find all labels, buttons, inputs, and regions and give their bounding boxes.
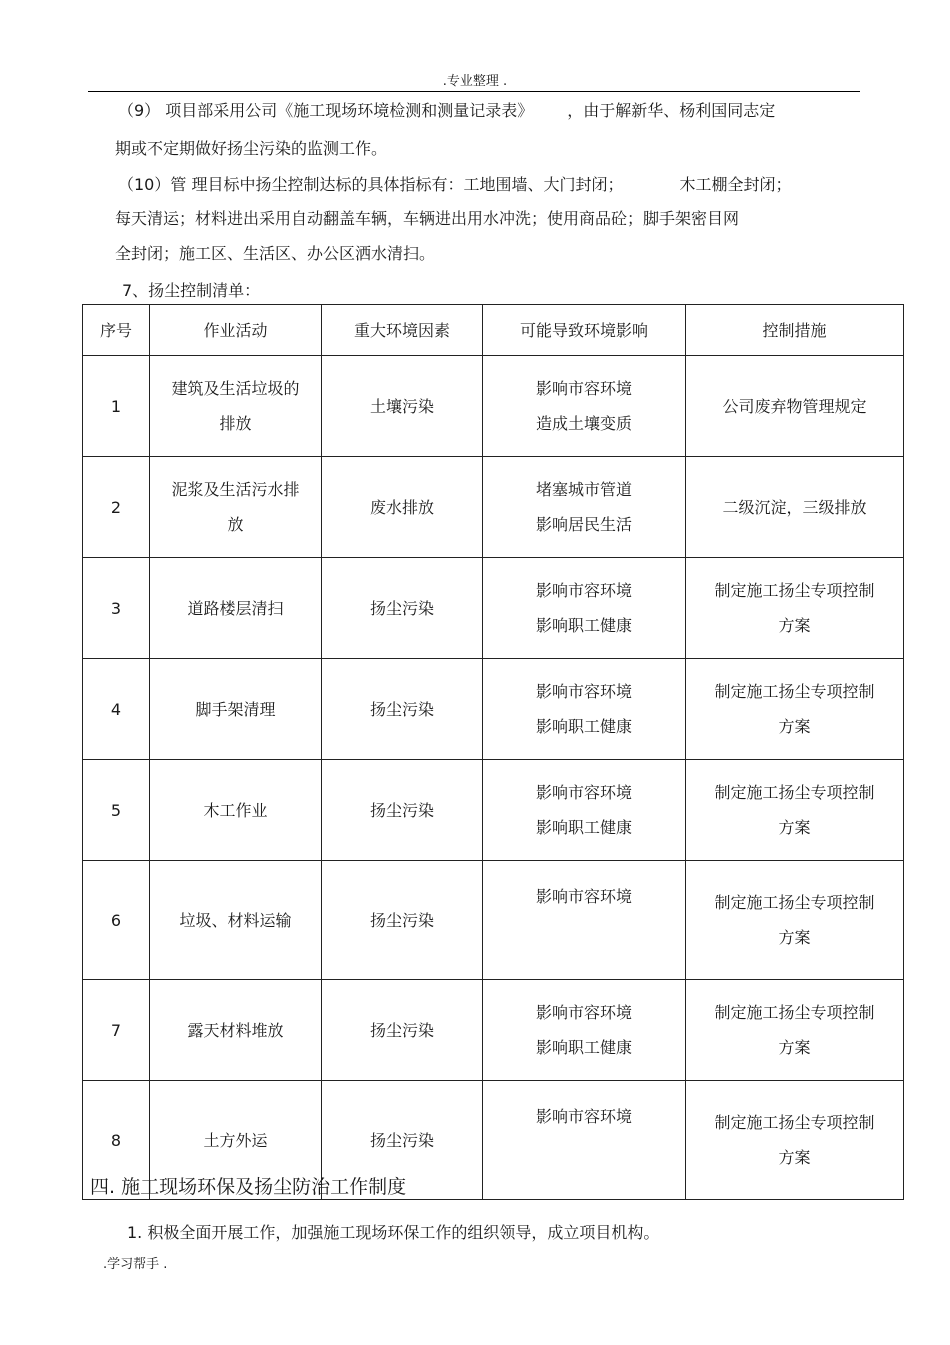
cell-line: 影响职工健康 (535, 717, 632, 736)
cell-line: 影响市容环境 (535, 1003, 632, 1022)
cell-line: 脚手架清理 (195, 699, 276, 719)
cell-line: 制定施工扬尘专项控制 (714, 682, 875, 701)
cell-measure (686, 980, 904, 1081)
cell-measure (686, 760, 904, 861)
col-header-measure: 控制措施 (686, 305, 904, 356)
paragraph-10-line-3: 全封闭；施工区、生活区、办公区洒水清扫。 (115, 244, 436, 263)
cell-impact (483, 861, 686, 980)
cell-impact (483, 659, 686, 760)
cell-impact (483, 980, 686, 1081)
table-row (83, 760, 904, 861)
paragraph-9-text-a: （9） 项目部采用公司《施工现场环境检测和测量记录表》 (118, 101, 534, 120)
cell-line: 制定施工扬尘专项控制 (714, 1113, 875, 1132)
cell-no: 6 (83, 861, 150, 980)
cell-line: 方案 (778, 928, 811, 947)
page-footer: .学习帮手 . (103, 1257, 168, 1272)
cell-impact (483, 1081, 686, 1200)
cell-no: 5 (83, 760, 150, 861)
cell-line: 方案 (778, 818, 811, 837)
section-heading: 四. 施工现场环保及扬尘防治工作制度 (90, 1176, 407, 1198)
cell-activity (150, 760, 322, 861)
cell-activity (150, 980, 322, 1081)
cell-line: 建筑及生活垃圾的 (171, 379, 300, 398)
cell-activity (150, 457, 322, 558)
table-row (83, 558, 904, 659)
cell-factor: 扬尘污染 (322, 760, 483, 861)
cell-impact (483, 760, 686, 861)
section-item-1: 1. 积极全面开展工作，加强施工现场环保工作的组织领导，成立项目机构。 (127, 1223, 660, 1242)
cell-activity (150, 558, 322, 659)
cell-factor: 扬尘污染 (322, 558, 483, 659)
cell-activity (150, 356, 322, 457)
col-header-factor: 重大环境因素 (322, 305, 483, 356)
cell-no: 7 (83, 980, 150, 1081)
cell-line: 影响市容环境 (535, 887, 632, 906)
cell-line: 公司废弃物管理规定 (722, 396, 867, 416)
cell-line: 土方外运 (203, 1130, 268, 1150)
cell-line: 排放 (219, 414, 252, 433)
cell-measure (686, 861, 904, 980)
cell-line: 制定施工扬尘专项控制 (714, 1003, 875, 1022)
cell-line: 堵塞城市管道 (535, 480, 632, 499)
paragraph-9-text-b: ，由于解新华、杨利国同志定 (567, 101, 776, 120)
col-header-activity: 作业活动 (150, 305, 322, 356)
cell-line: 泥浆及生活污水排 (171, 480, 300, 499)
cell-line: 木工作业 (203, 800, 268, 820)
cell-activity (150, 861, 322, 980)
cell-impact (483, 457, 686, 558)
table-row (83, 659, 904, 760)
cell-no: 8 (83, 1081, 150, 1200)
cell-no: 2 (83, 457, 150, 558)
table-header-row (83, 305, 904, 356)
cell-measure (686, 659, 904, 760)
table-row (83, 356, 904, 457)
cell-line: 道路楼层清扫 (187, 598, 284, 618)
paragraph-9-line-1 (118, 101, 775, 121)
cell-line: 影响市容环境 (535, 783, 632, 802)
paragraph-9-line-2: 期或不定期做好扬尘污染的监测工作。 (115, 139, 388, 158)
cell-line: 露天材料堆放 (187, 1020, 284, 1040)
cell-line: 二级沉淀，三级排放 (722, 497, 867, 517)
cell-factor: 扬尘污染 (322, 861, 483, 980)
table-row (83, 980, 904, 1081)
paragraph-10-line-2: 每天清运；材料进出采用自动翻盖车辆，车辆进出用水冲洗；使用商品砼；脚手架密目网 (115, 209, 740, 228)
table-row (83, 861, 904, 980)
page-header: .专业整理 . (442, 74, 508, 89)
paragraph-10-text-a: （10）管 理目标中扬尘控制达标的具体指标有：工地围墙、大门封闭； (118, 175, 624, 194)
header-divider (88, 91, 860, 92)
cell-activity (150, 659, 322, 760)
cell-factor: 废水排放 (322, 457, 483, 558)
cell-measure (686, 1081, 904, 1200)
cell-line: 方案 (778, 616, 811, 635)
cell-line: 制定施工扬尘专项控制 (714, 893, 875, 912)
list-title: 7、扬尘控制清单： (122, 281, 261, 300)
cell-measure (686, 457, 904, 558)
cell-line: 方案 (778, 717, 811, 736)
cell-measure (686, 558, 904, 659)
cell-factor: 扬尘污染 (322, 980, 483, 1081)
cell-line: 制定施工扬尘专项控制 (714, 783, 875, 802)
cell-line: 影响职工健康 (535, 1038, 632, 1057)
cell-line: 制定施工扬尘专项控制 (714, 581, 875, 600)
col-header-no: 序号 (83, 305, 150, 356)
cell-line: 放 (227, 515, 244, 534)
cell-line: 方案 (778, 1038, 811, 1057)
paragraph-10-line-1 (118, 175, 791, 195)
cell-factor: 扬尘污染 (322, 1081, 483, 1200)
cell-line: 方案 (778, 1148, 811, 1167)
cell-line: 影响市容环境 (535, 1107, 632, 1126)
cell-no: 1 (83, 356, 150, 457)
cell-impact (483, 558, 686, 659)
cell-line: 影响职工健康 (535, 818, 632, 837)
dust-control-table (82, 304, 904, 1200)
cell-factor: 扬尘污染 (322, 659, 483, 760)
cell-line: 影响市容环境 (535, 581, 632, 600)
cell-measure (686, 356, 904, 457)
cell-no: 3 (83, 558, 150, 659)
cell-line: 影响职工健康 (535, 616, 632, 635)
cell-line: 影响市容环境 (535, 682, 632, 701)
table-row (83, 457, 904, 558)
paragraph-10-text-b: 木工棚全封闭； (679, 175, 792, 194)
cell-line: 垃圾、材料运输 (179, 910, 292, 930)
cell-factor: 土壤污染 (322, 356, 483, 457)
cell-impact (483, 356, 686, 457)
cell-line: 影响市容环境 (535, 379, 632, 398)
cell-line: 造成土壤变质 (535, 414, 632, 433)
cell-no: 4 (83, 659, 150, 760)
col-header-impact: 可能导致环境影响 (483, 305, 686, 356)
cell-line: 影响居民生活 (535, 515, 632, 534)
